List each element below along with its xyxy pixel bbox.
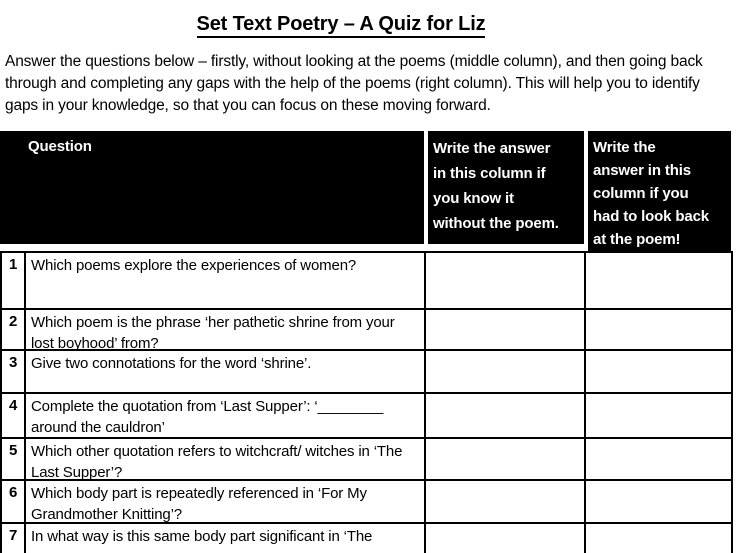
answer-lookback-cell[interactable] [586, 524, 731, 553]
header-line: column if you [593, 185, 689, 202]
header-line: had to look back [593, 208, 709, 225]
table-row [0, 351, 733, 394]
header-question-label: Question [28, 138, 92, 155]
answer-lookback-cell[interactable] [586, 253, 731, 308]
answer-known-cell[interactable] [426, 253, 586, 308]
header-answer-known [428, 131, 584, 244]
answer-lookback-cell[interactable] [586, 439, 731, 479]
intro-paragraph: Answer the questions below – firstly, without looking at the poems (middle column), and then going back through and completing any gaps with the help of the poems (right column). This will help you to identify gaps in your knowledge, so that you can focus on these moving forward. [5, 53, 703, 114]
table-row [0, 481, 733, 524]
table-row [0, 253, 733, 310]
row-number: 4 [2, 394, 26, 437]
question-cell: Which poem is the phrase ‘her pathetic shrine from your lost boyhood’ from? [26, 310, 426, 349]
answer-lookback-cell[interactable] [586, 310, 731, 349]
question-cell: Which other quotation refers to witchcraft/ witches in ‘The Last Supper’? [26, 439, 426, 479]
header-line: in this column if [433, 165, 546, 182]
question-cell: Which poems explore the experiences of women? [26, 253, 426, 308]
header-line: at the poem! [593, 231, 681, 248]
row-number: 2 [2, 310, 26, 349]
answer-known-cell[interactable] [426, 351, 586, 392]
row-number: 7 [2, 524, 26, 553]
header-line: Write the answer [433, 140, 551, 157]
row-number: 6 [2, 481, 26, 522]
header-question [0, 131, 424, 244]
row-number: 3 [2, 351, 26, 392]
quiz-table [0, 131, 733, 553]
answer-known-cell[interactable] [426, 524, 586, 553]
table-row [0, 439, 733, 481]
header-line: answer in this [593, 162, 691, 179]
page-title [0, 0, 737, 36]
table-row [0, 524, 733, 553]
answer-known-cell[interactable] [426, 439, 586, 479]
answer-known-cell[interactable] [426, 481, 586, 522]
page-title-text: Set Text Poetry – A Quiz for Liz [197, 13, 486, 38]
table-body [0, 251, 733, 553]
answer-lookback-cell[interactable] [586, 481, 731, 522]
answer-lookback-cell[interactable] [586, 351, 731, 392]
question-cell: Which body part is repeatedly referenced in ‘For My Grandmother Knitting’? [26, 481, 426, 522]
answer-known-cell[interactable] [426, 394, 586, 437]
row-number: 5 [2, 439, 26, 479]
question-cell: Complete the quotation from ‘Last Supper’: ‘________ around the cauldron’ [26, 394, 426, 437]
row-number: 1 [2, 253, 26, 308]
header-line: Write the [593, 139, 656, 156]
question-cell: In what way is this same body part significant in ‘The [26, 524, 426, 553]
answer-lookback-cell[interactable] [586, 394, 731, 437]
question-cell: Give two connotations for the word ‘shrine’. [26, 351, 426, 392]
table-row [0, 394, 733, 439]
table-header-row [0, 131, 733, 251]
header-line: without the poem. [433, 215, 559, 232]
header-line: you know it [433, 190, 514, 207]
header-answer-lookback [588, 131, 731, 251]
answer-known-cell[interactable] [426, 310, 586, 349]
table-row [0, 310, 733, 351]
